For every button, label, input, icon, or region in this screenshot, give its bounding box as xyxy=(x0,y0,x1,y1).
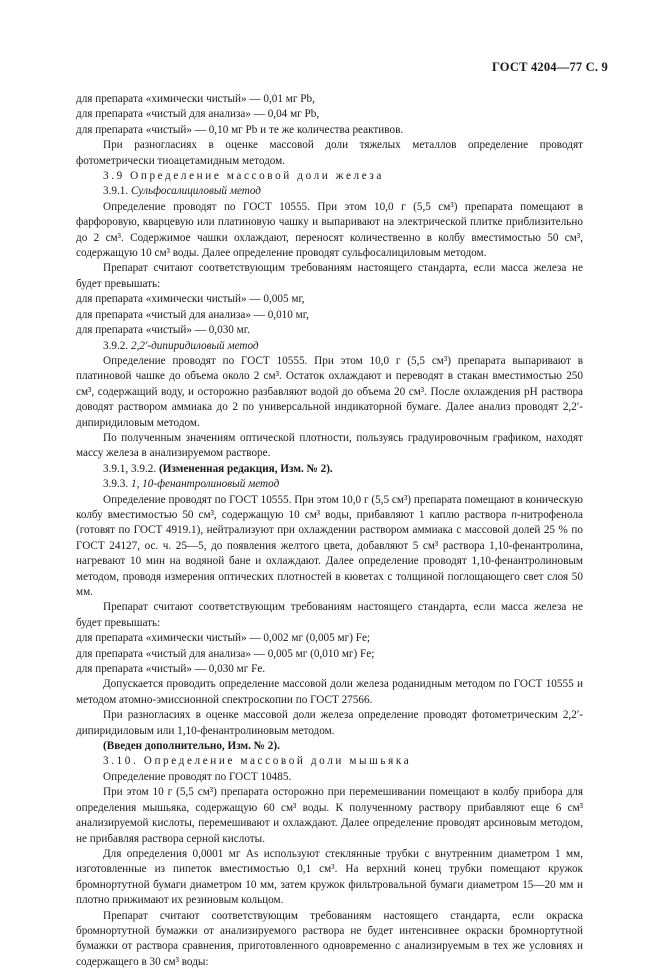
paragraph: 3.9.3. 1, 10-фенантролиновый метод xyxy=(103,478,280,491)
paragraph: для препарата «чистый для анализа» — 0,005 мг (0,010 мг) Fe; xyxy=(76,647,375,660)
paragraph: для препарата «чистый» — 0,030 мг Fe. xyxy=(76,663,266,676)
paragraph: (Введен дополнительно, Изм. № 2). xyxy=(103,740,280,753)
paragraph: 3.9.1, 3.9.2. (Измененная редакция, Изм. № 2). xyxy=(103,462,333,475)
paragraph: Препарат считают соответствующим требованиям настоящего стандарта, если масса железа не будет превышать: xyxy=(76,262,583,290)
paragraph: Препарат считают соответствующим требованиям настоящего стандарта, если масса железа не будет превышать: xyxy=(76,601,583,629)
paragraph: При этом 10 г (5,5 см³) препарата осторожно при перемешивании помещают в колбу прибора для определения мышьяка, содержащую 60 см³ воды. К полученному раствору прибавляют еще 6 см³ анализируемой кислоты, перемешивают и охлаждают. Далее определение проводят арсиновым методом, не прибавляя раствора серной кислоты. xyxy=(76,786,583,845)
paragraph: 3.10. Определение массовой доли мышьяка xyxy=(103,755,412,768)
paragraph: для препарата «химически чистый» — 0,002 мг (0,005 мг) Fe; xyxy=(76,632,371,645)
paragraph: для препарата «химически чистый» — 0,005 мг, xyxy=(76,293,305,306)
paragraph: Для определения 0,0001 мг As используют стеклянные трубки с внутренним диаметром 1 мм, изготовленные из пипеток вместимостью 0,1 см³. На верхний конец трубки помещают кружок бромнортутной бумаги диаметром 10 мм, затем кружок фильтровальной бумаги диаметром 15—20 мм и плотно прижимают их резиновым кольцом. xyxy=(76,847,583,907)
paragraph: 3.9.1. Сульфосалициловый метод xyxy=(103,185,261,198)
paragraph: Определение проводят по ГОСТ 10555. При этом 10,0 г (5,5 см³) препарата помещают в коническую колбу вместимостью 50 см³, содержащую 10 см³ воды, прибавляют 1 каплю раствора n-нитрофенола (готовят по ГОСТ 4919.1), нейтрализуют при охлаждении раствором аммиака с массовой долей 25 % по ГОСТ 24127, ос. ч. 25—5, до появления желтого цвета, добавляют 5 см³ раствора 1,10-фенантролина, нагревают 10 мин на водяной бане и охлаждают. Далее определение проводят 1,10-фенантролиновым методом, проводя измерения оптических плотностей в кюветах с толщиной поглощающего свет слоя 50 мм. xyxy=(76,493,583,598)
paragraph: для препарата «химически чистый» — 0,01 мг Pb, xyxy=(76,93,315,105)
document-body xyxy=(76,92,583,970)
paragraph: Препарат считают соответствующим требованиям настоящего стандарта, если окраска бромнортутной бумажки от анализируемого раствора не будет интенсивнее окраски бромнортутной бумажки от раствора сравнения, приготовленного одновременно с анализируемым в тех же условиях и содержащего в 30 см³ воды: xyxy=(76,909,583,968)
paragraph: Определение проводят по ГОСТ 10555. При этом 10,0 г (5,5 см³) препарата выпаривают в платиновой чашке до объема около 2 см³. Остаток охлаждают и переводят в стакан вместимостью 250 см³, содержащий воду, и осторожно разбавляют водой до объема 20 см³. После охлаждения рН раствора доводят раствором аммиака до 2 по универсальной индикаторной бумаге. Далее анализ проводят 2,2′-дипиридиловым методом. xyxy=(76,354,583,429)
paragraph: Определение проводят по ГОСТ 10555. При этом 10,0 г (5,5 см³) препарата помещают в фарфоровую, кварцевую или платиновую чашку и выпаривают на электрической плитке приблизительно до 2 см³. Содержимое чашки охлаждают, переносят количественно в колбу вместимостью 50 см³, содержащую 10 см³ воды. Далее определение проводят сульфосалициловым методом. xyxy=(76,200,583,260)
paragraph: 3.9.2. 2,2′-дипиридиловый метод xyxy=(103,339,259,352)
paragraph: При разногласиях в оценке массовой доли железа определение проводят фотометрическим 2,2′-дипиридиловым или 1,10-фенантролиновым методом. xyxy=(76,709,583,737)
paragraph: По полученным значениям оптической плотности, пользуясь градуировочным графиком, находят массу железа в анализируемом растворе. xyxy=(76,431,583,460)
paragraph: Допускается проводить определение массовой доли железа роданидным методом по ГОСТ 10555 и методом атомно-эмиссионной спектроскопии по ГОСТ 27566. xyxy=(76,678,583,706)
paragraph: для препарата «чистый для анализа» — 0,010 мг, xyxy=(76,308,309,321)
paragraph: Определение проводят по ГОСТ 10485. xyxy=(103,770,292,783)
paragraph: 3.9 Определение массовой доли железа xyxy=(103,170,385,183)
paragraph: для препарата «чистый» — 0,030 мг. xyxy=(76,324,250,337)
paragraph: для препарата «чистый для анализа» — 0,04 мг Pb, xyxy=(76,108,320,121)
paragraph: для препарата «чистый» — 0,10 мг Pb и те же количества реактивов. xyxy=(76,123,404,136)
paragraph: При разногласиях в оценке массовой доли тяжелых металлов определение проводят фотометрически тиоацетамидным методом. xyxy=(76,139,583,167)
page-header: ГОСТ 4204—77 С. 9 xyxy=(491,60,608,74)
